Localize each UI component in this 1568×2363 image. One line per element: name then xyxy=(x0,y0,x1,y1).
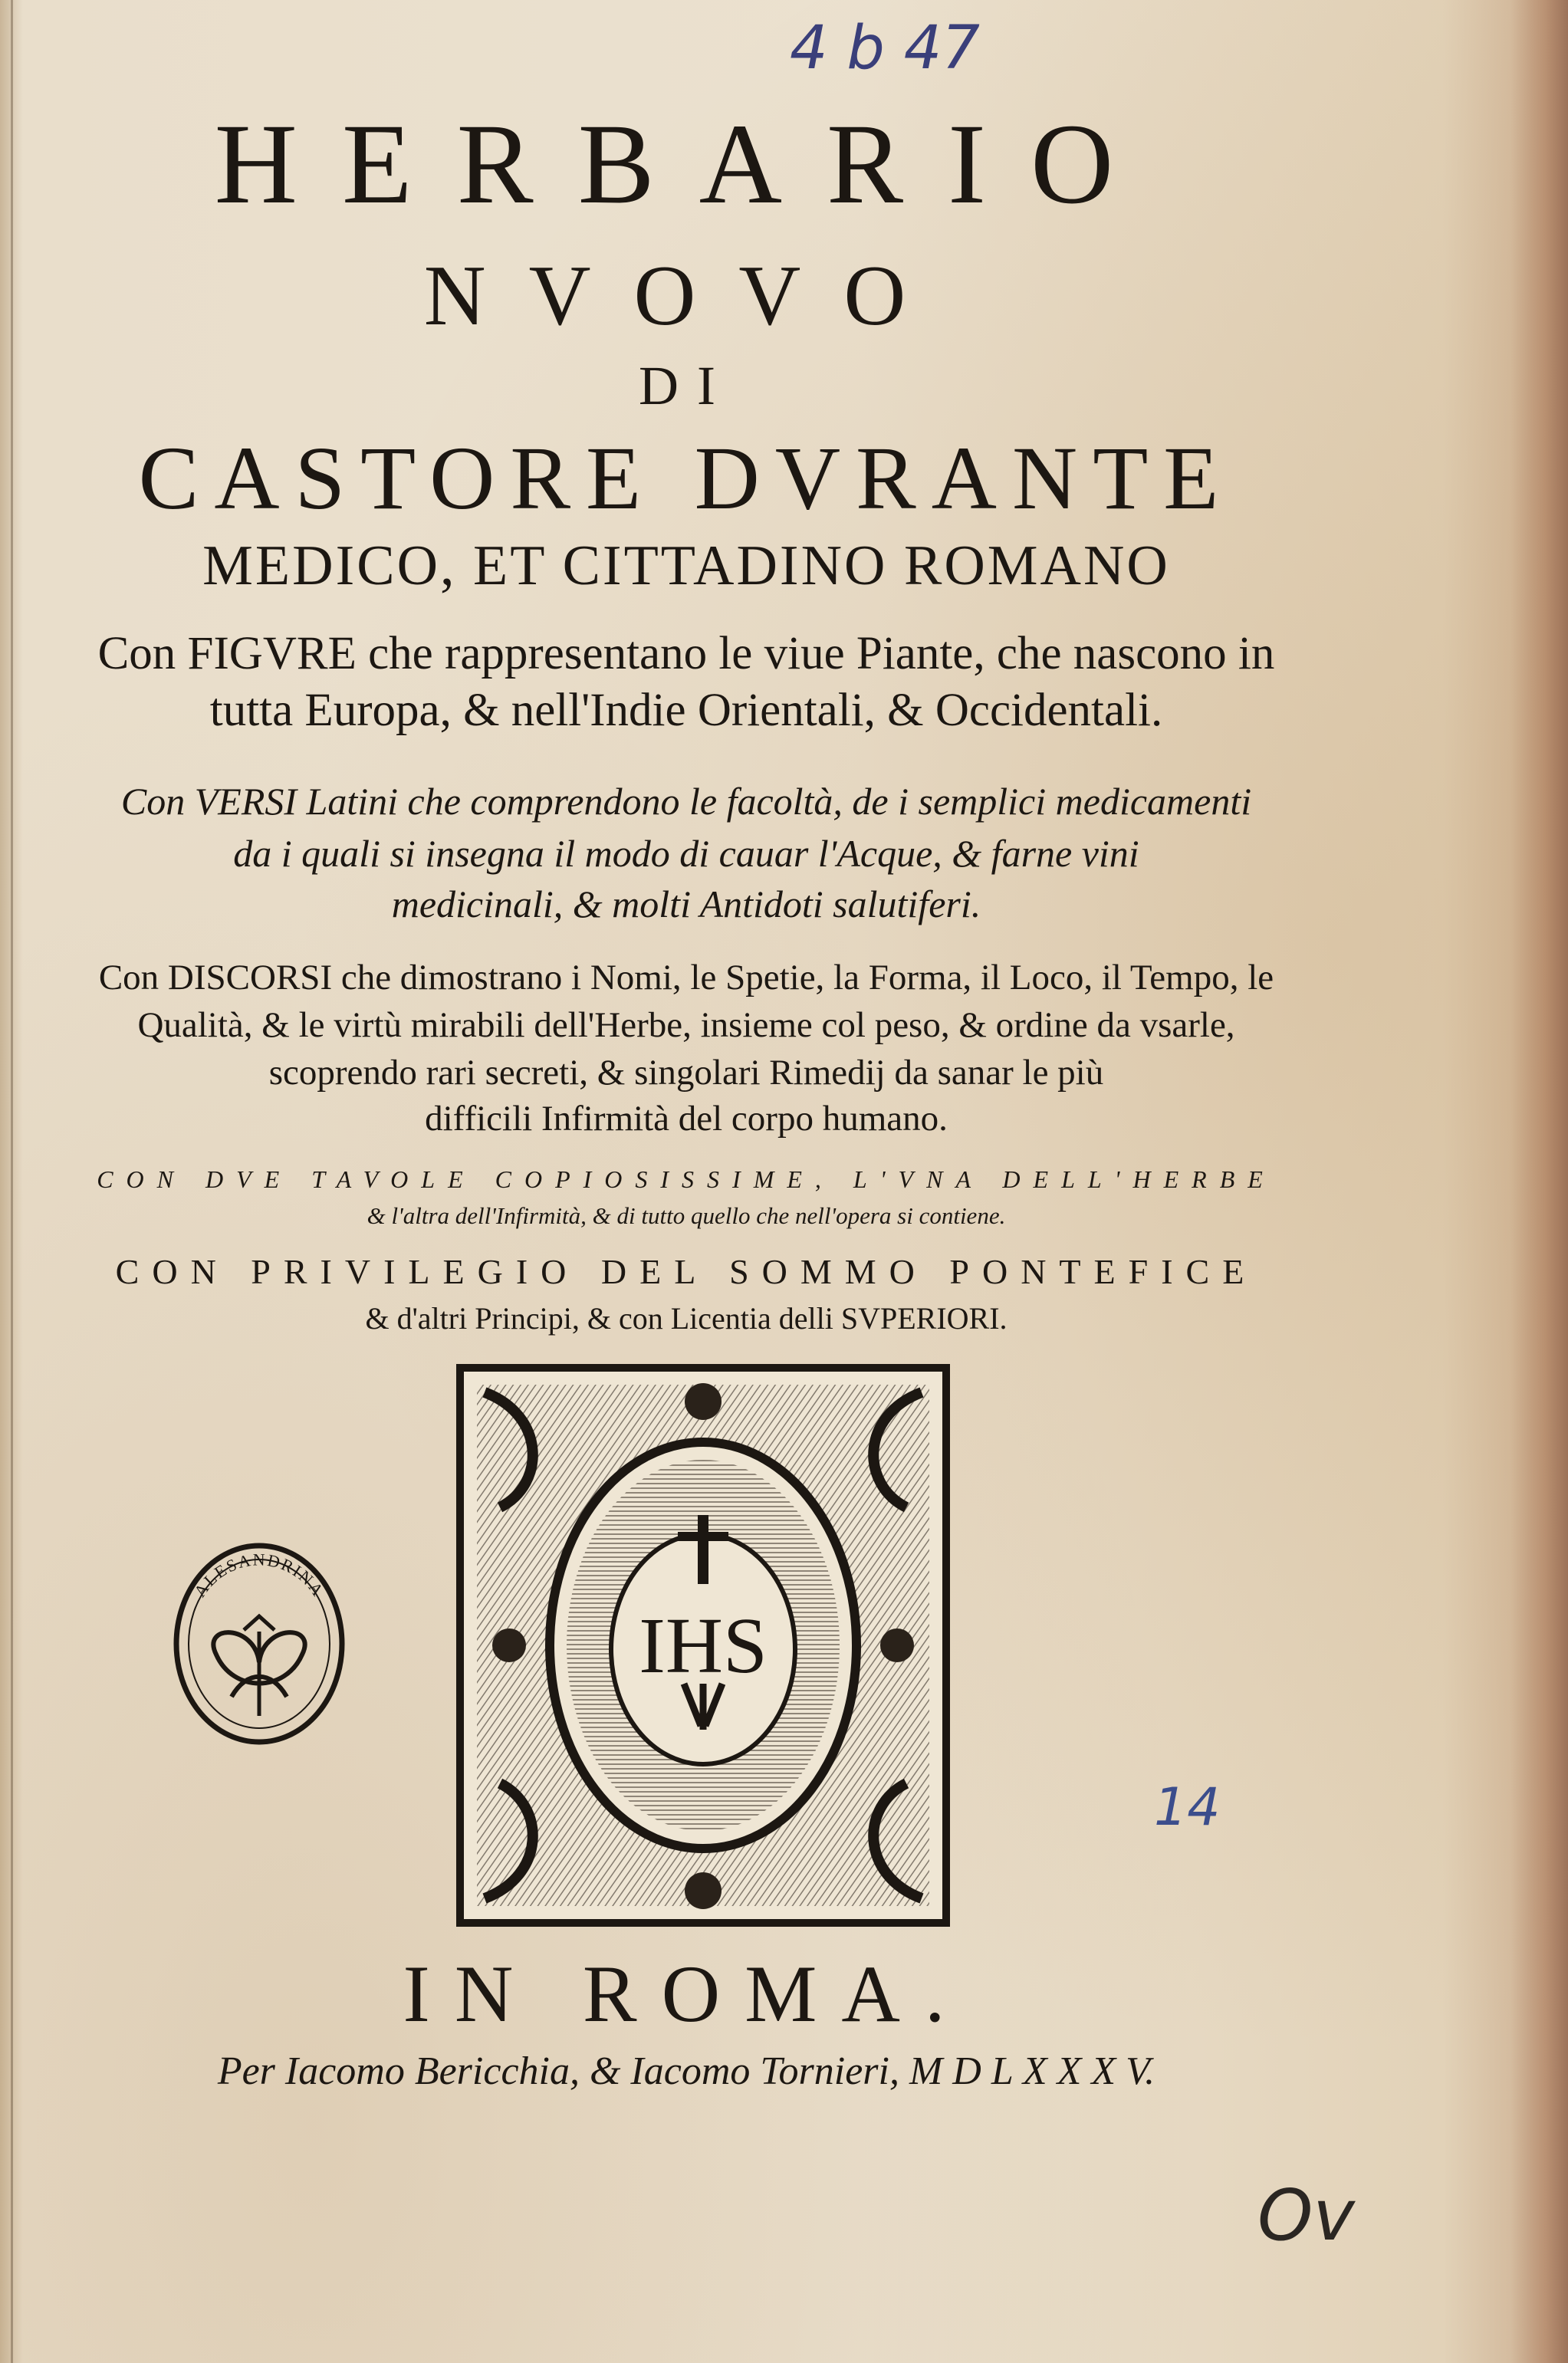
edge-stain xyxy=(1510,0,1568,2363)
handwritten-signature: Ov xyxy=(1257,2174,1355,2256)
handwritten-shelfmark: 4 b 47 xyxy=(790,14,980,83)
imprint-place: IN ROMA. xyxy=(403,1949,970,2039)
versi-line-3: medicinali, & molti Antidoti salutiferi. xyxy=(391,882,981,925)
figure-line-1: Con FIGVRE che rappresentano le viue Piante, che nascono in xyxy=(97,628,1275,679)
tavole-line-2: & l'altra dell'Infirmità, & di tutto quello che nell'opera si contiene. xyxy=(367,1202,1006,1229)
preposition-di: DI xyxy=(639,355,734,416)
tavole-line-1: CON DVE TAVOLE COPIOSISSIME, L'VNA DELL'HERBE xyxy=(97,1165,1276,1193)
versi-line-1: Con VERSI Latini che comprendono le facoltà, de i semplici medicamenti xyxy=(120,780,1252,823)
book-title: HERBARIO xyxy=(214,100,1159,228)
discorsi-line-3: scoprendo rari secreti, & singolari Rimedij da sanar le più xyxy=(268,1053,1104,1093)
discorsi-line-1: Con DISCORSI che dimostrano i Nomi, le Spetie, la Forma, il Loco, il Tempo, le xyxy=(98,958,1274,997)
figure-line-2: tutta Europa, & nell'Indie Orientali, & Occidentali. xyxy=(209,685,1163,736)
discorsi-line-4: difficili Infirmità del corpo humano. xyxy=(425,1099,948,1139)
discorsi-line-2: Qualità, & le virtù mirabili dell'Herbe, insieme col peso, & ordine da vsarle, xyxy=(137,1005,1235,1045)
printers-device-woodcut xyxy=(454,1362,952,1929)
author-description: MEDICO, ET CITTADINO ROMANO xyxy=(202,534,1170,597)
author-name: CASTORE DVRANTE xyxy=(138,428,1234,528)
book-subtitle: NVOVO xyxy=(423,248,949,343)
library-stamp xyxy=(170,1540,348,1748)
privilegio-line-2: & d'altri Principi, & con Licentia delli SVPERIORI. xyxy=(365,1301,1008,1336)
versi-line-2: da i quali si insegna il modo di cauar l'Acque, & farne vini xyxy=(233,832,1139,875)
woodcut-monogram: IHS xyxy=(639,1602,768,1690)
privilegio-line-1: CON PRIVILEGIO DEL SOMMO PONTEFICE xyxy=(115,1252,1257,1291)
svg-text:ALESANDRINA: ALESANDRINA xyxy=(189,1550,329,1601)
handwritten-margin-number: 14 xyxy=(1154,1777,1221,1838)
imprint-line: Per Iacomo Bericchia, & Iacomo Tornieri, M D L X X X V. xyxy=(217,2049,1155,2093)
